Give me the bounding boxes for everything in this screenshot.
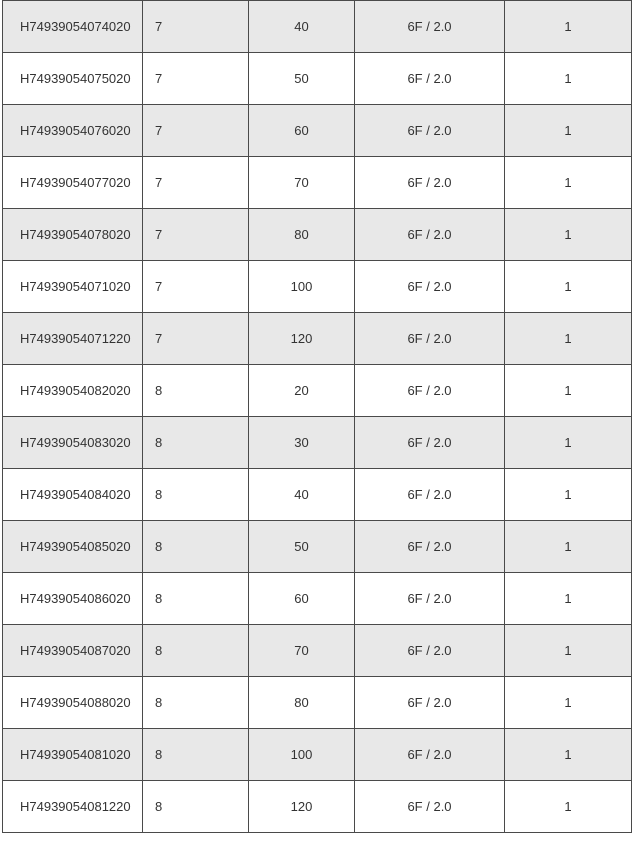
table-row [3, 105, 632, 157]
cell-spec: 6F / 2.0 [355, 417, 505, 469]
cell-length: 120 [249, 313, 355, 365]
cell-product-code: H74939054075020 [3, 53, 143, 105]
cell-length: 60 [249, 573, 355, 625]
cell-length: 50 [249, 53, 355, 105]
cell-product-code: H74939054084020 [3, 469, 143, 521]
cell-product-code: H74939054081220 [3, 781, 143, 833]
cell-length: 100 [249, 261, 355, 313]
cell-product-code: H74939054071220 [3, 313, 143, 365]
cell-size: 8 [143, 573, 249, 625]
cell-product-code: H74939054085020 [3, 521, 143, 573]
cell-spec: 6F / 2.0 [355, 261, 505, 313]
cell-spec: 6F / 2.0 [355, 521, 505, 573]
cell-product-code: H74939054078020 [3, 209, 143, 261]
cell-quantity: 1 [505, 53, 632, 105]
cell-length: 70 [249, 625, 355, 677]
table-row [3, 521, 632, 573]
cell-quantity: 1 [505, 625, 632, 677]
cell-size: 8 [143, 781, 249, 833]
table-row [3, 573, 632, 625]
cell-size: 7 [143, 313, 249, 365]
table-row [3, 313, 632, 365]
cell-spec: 6F / 2.0 [355, 573, 505, 625]
table-row [3, 469, 632, 521]
table-row [3, 261, 632, 313]
cell-length: 80 [249, 677, 355, 729]
cell-product-code: H74939054082020 [3, 365, 143, 417]
cell-product-code: H74939054086020 [3, 573, 143, 625]
cell-quantity: 1 [505, 781, 632, 833]
cell-spec: 6F / 2.0 [355, 105, 505, 157]
cell-spec: 6F / 2.0 [355, 677, 505, 729]
cell-quantity: 1 [505, 157, 632, 209]
cell-spec: 6F / 2.0 [355, 365, 505, 417]
cell-length: 100 [249, 729, 355, 781]
cell-quantity: 1 [505, 105, 632, 157]
cell-size: 8 [143, 729, 249, 781]
table-row [3, 677, 632, 729]
cell-quantity: 1 [505, 1, 632, 53]
cell-spec: 6F / 2.0 [355, 313, 505, 365]
table-row [3, 53, 632, 105]
product-table [2, 0, 632, 833]
cell-quantity: 1 [505, 209, 632, 261]
cell-length: 20 [249, 365, 355, 417]
cell-length: 60 [249, 105, 355, 157]
cell-length: 30 [249, 417, 355, 469]
cell-quantity: 1 [505, 261, 632, 313]
cell-size: 8 [143, 625, 249, 677]
cell-product-code: H74939054074020 [3, 1, 143, 53]
cell-size: 7 [143, 1, 249, 53]
cell-size: 8 [143, 365, 249, 417]
table-row [3, 365, 632, 417]
cell-spec: 6F / 2.0 [355, 625, 505, 677]
cell-spec: 6F / 2.0 [355, 53, 505, 105]
cell-length: 80 [249, 209, 355, 261]
table-row [3, 625, 632, 677]
table-row [3, 157, 632, 209]
cell-spec: 6F / 2.0 [355, 729, 505, 781]
table-row [3, 729, 632, 781]
cell-size: 7 [143, 261, 249, 313]
cell-size: 8 [143, 677, 249, 729]
cell-size: 8 [143, 417, 249, 469]
table-row [3, 1, 632, 53]
cell-size: 7 [143, 209, 249, 261]
cell-size: 8 [143, 469, 249, 521]
cell-quantity: 1 [505, 677, 632, 729]
cell-quantity: 1 [505, 417, 632, 469]
cell-spec: 6F / 2.0 [355, 1, 505, 53]
table-row [3, 209, 632, 261]
cell-quantity: 1 [505, 469, 632, 521]
cell-spec: 6F / 2.0 [355, 209, 505, 261]
cell-spec: 6F / 2.0 [355, 469, 505, 521]
cell-size: 8 [143, 521, 249, 573]
table-body [3, 1, 632, 833]
cell-length: 50 [249, 521, 355, 573]
cell-product-code: H74939054077020 [3, 157, 143, 209]
cell-size: 7 [143, 105, 249, 157]
table-row [3, 417, 632, 469]
cell-spec: 6F / 2.0 [355, 781, 505, 833]
cell-product-code: H74939054087020 [3, 625, 143, 677]
cell-product-code: H74939054071020 [3, 261, 143, 313]
cell-spec: 6F / 2.0 [355, 157, 505, 209]
cell-quantity: 1 [505, 365, 632, 417]
cell-length: 120 [249, 781, 355, 833]
cell-product-code: H74939054076020 [3, 105, 143, 157]
cell-size: 7 [143, 53, 249, 105]
table-row [3, 781, 632, 833]
cell-quantity: 1 [505, 573, 632, 625]
cell-product-code: H74939054083020 [3, 417, 143, 469]
cell-quantity: 1 [505, 521, 632, 573]
cell-length: 40 [249, 469, 355, 521]
cell-product-code: H74939054088020 [3, 677, 143, 729]
cell-length: 40 [249, 1, 355, 53]
cell-product-code: H74939054081020 [3, 729, 143, 781]
cell-quantity: 1 [505, 313, 632, 365]
cell-size: 7 [143, 157, 249, 209]
cell-quantity: 1 [505, 729, 632, 781]
cell-length: 70 [249, 157, 355, 209]
